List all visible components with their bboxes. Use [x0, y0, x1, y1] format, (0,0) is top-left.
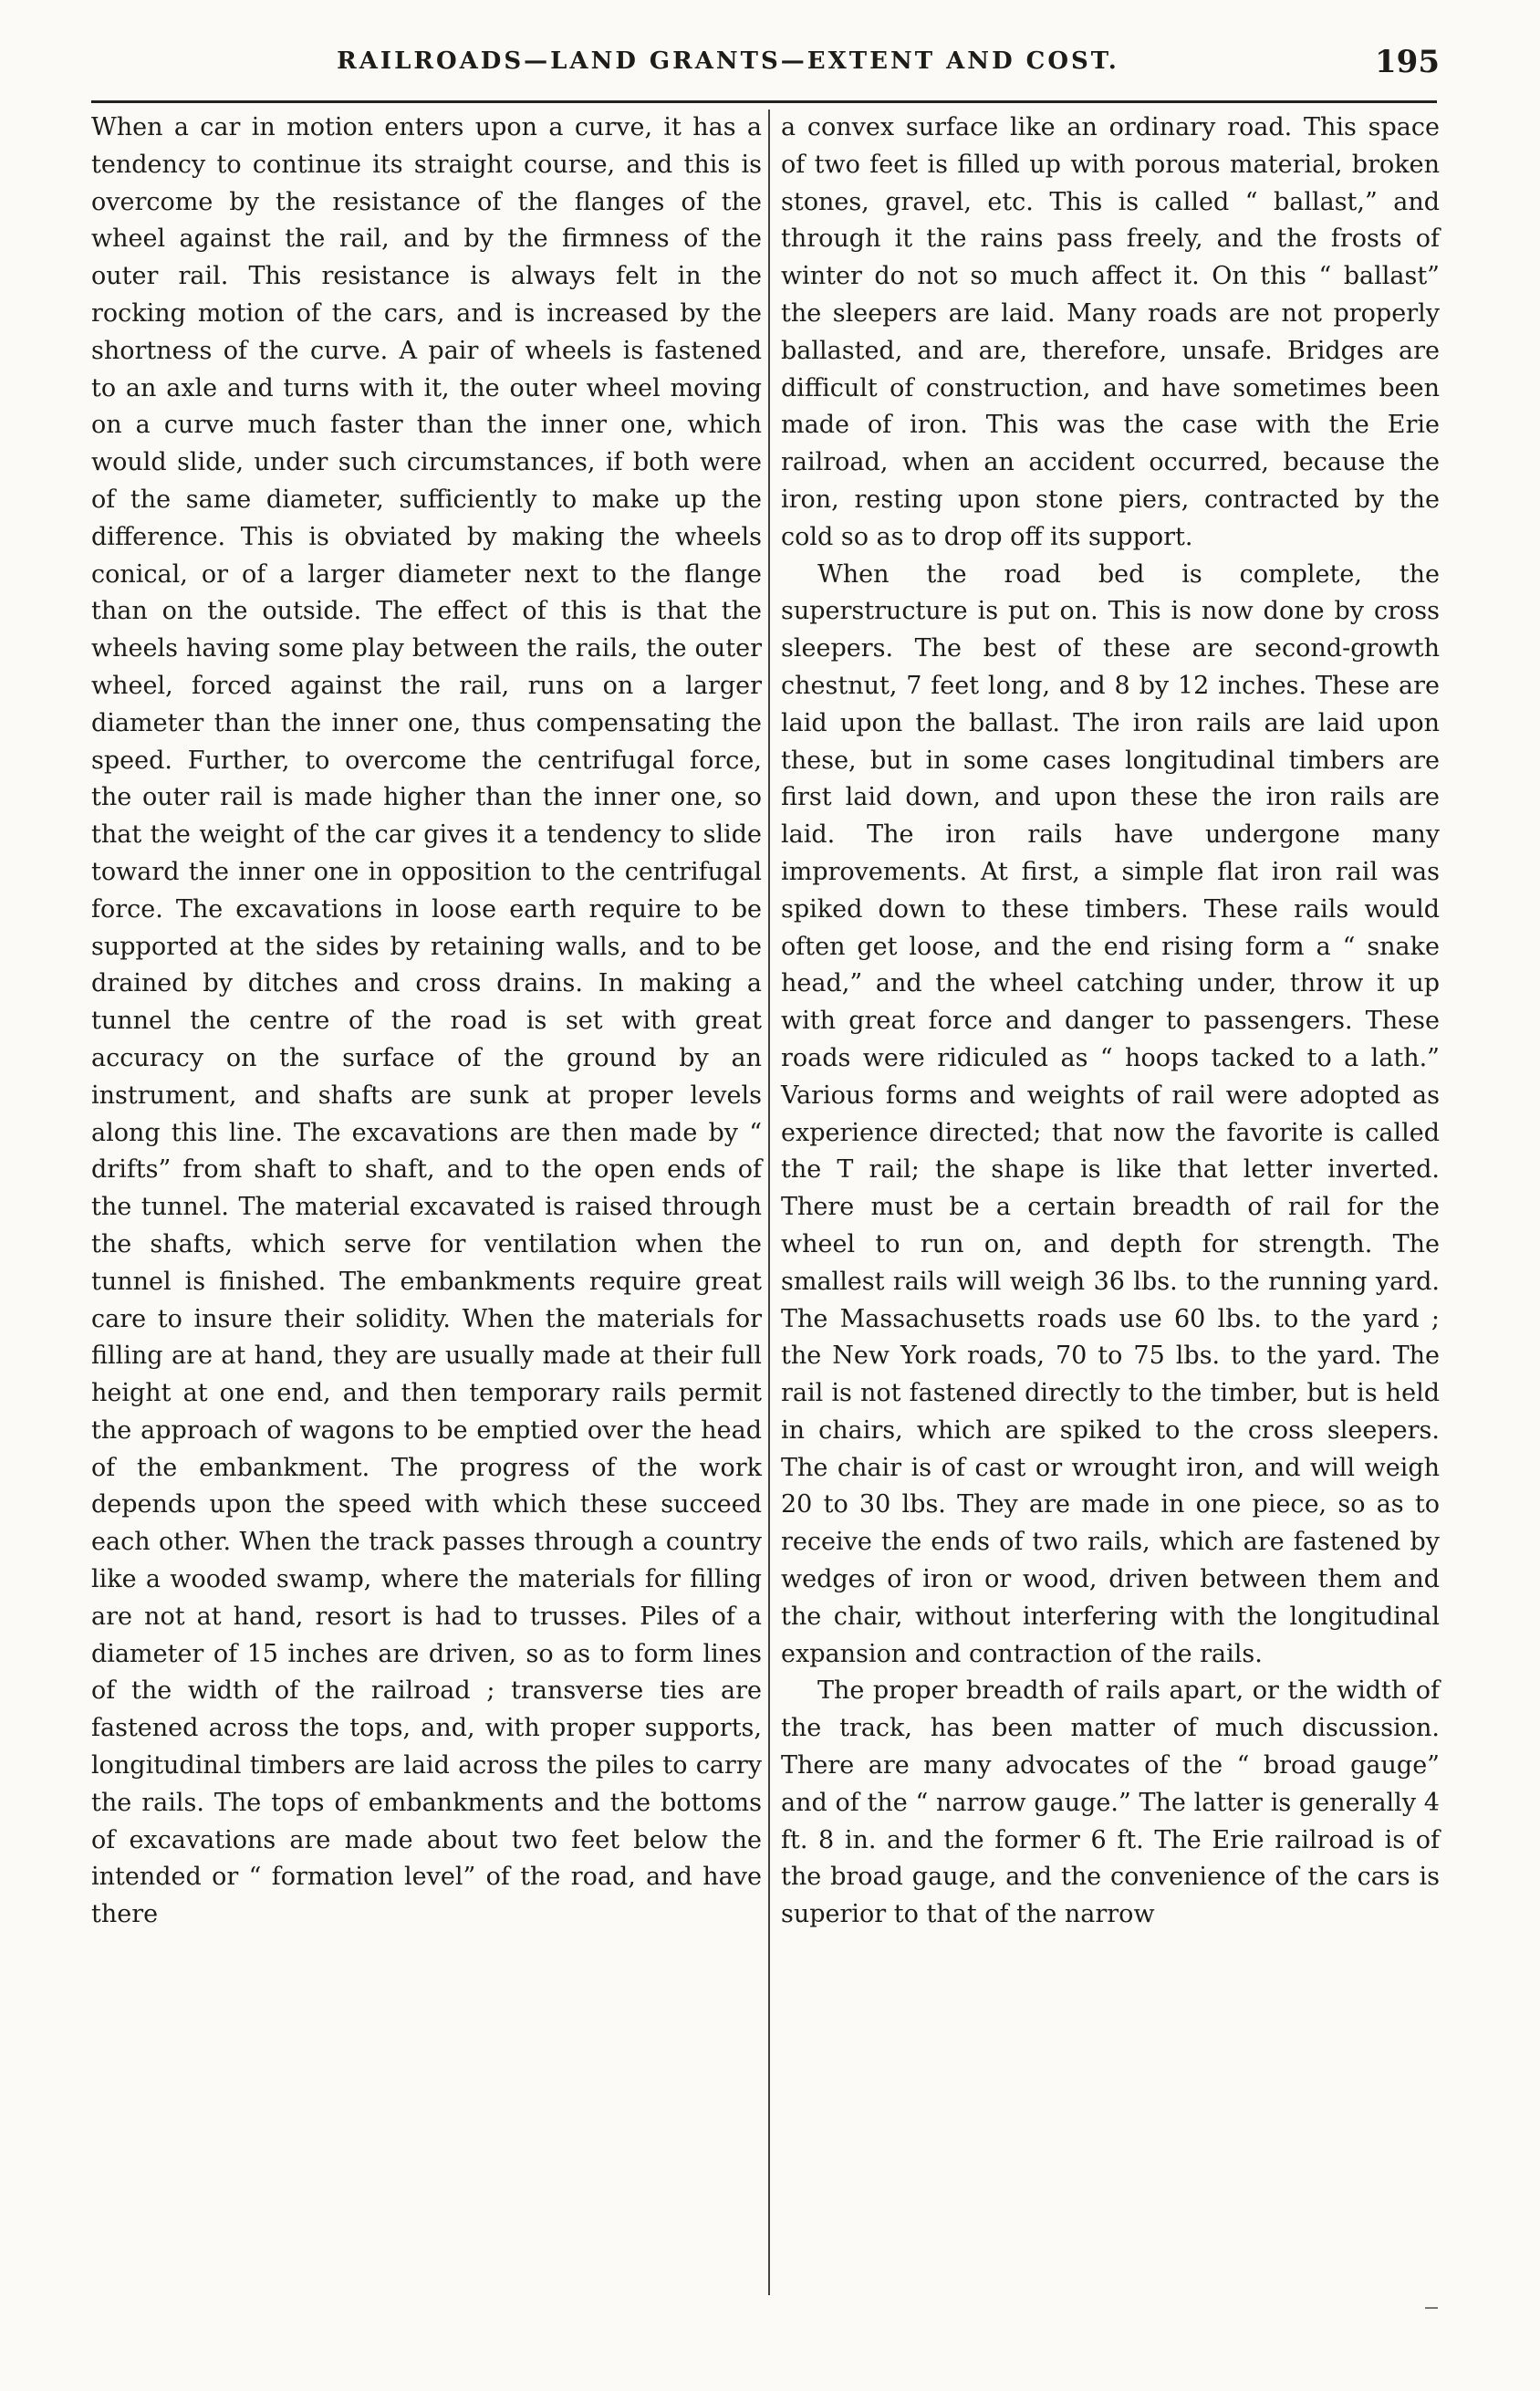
column-divider — [768, 110, 770, 2295]
running-head: RAILROADS—LAND GRANTS—EXTENT AND COST. — [337, 47, 1119, 75]
paragraph: The proper breadth of rails apart, or the width of the track, has been matter of much discussion. There are many advocates of the “ broad gauge” and of the “ narrow gauge.” The latter is generally 4 ft. 8 in. and the former 6 ft. The Erie railroad is of the broad gauge, and the convenience of the cars is superior to that of the narrow — [781, 1676, 1440, 1929]
paragraph: When a car in motion enters upon a curve, it has a tendency to continue its straight course, and this is overcome by the resistance of the flanges of the wheel against the rail, and by the firmness of the outer rail. This resistance is always felt in the rocking motion of the cars, and is increased by the shortness of the curve. A pair of wheels is fastened to an axle and turns with it, the outer wheel moving on a curve much faster than the inner one, which would slide, under such circumstances, if both were of the same diameter, sufficiently to make up the difference. This is obviated by making the wheels conical, or of a larger diameter next to the flange than on the outside. The effect of this is that the wheels having some play between the rails, the outer wheel, forced against the rail, runs on a larger diameter than the inner one, thus compensating the speed. Further, to overcome the centrifugal force, the outer rail is made higher than the inner one, so that the weight of the car gives it a tendency to slide toward the inner one in opposition to the centrifugal force. The excavations in loose earth require to be supported at the sides by retaining walls, and to be drained by ditches and cross drains. In making a tunnel the centre of the road is set with great accuracy on the surface of the ground by an instrument, and shafts are sunk at proper levels along this line. The excavations are then made by “ drifts” from shaft to shaft, and to the open ends of the tunnel. The material excavated is raised through the shafts, which serve for ventilation when the tunnel is finished. The embankments require great care to insure their solidity. When the materials for filling are at hand, they are usually made at their full height at one end, and then temporary rails permit the approach of wagons to be emptied over the head of the embankment. The progress of the work depends upon the speed with which these succeed each other. When the track passes through a country like a wooded swamp, where the materials for filling are not at hand, resort is had to trusses. Piles of a diameter of 15 inches are driven, so as to form lines of the width of the railroad ; transverse ties are fastened across the tops, and, with proper supports, longitudinal timbers are laid across the piles to carry the rails. The tops of embankments and the bottoms of excavations are made about two feet below the intended or “ formation level” of the road, and have there — [91, 113, 762, 1929]
page-header — [89, 44, 1440, 84]
right-column — [781, 110, 1440, 1934]
tail-mark — [1425, 2307, 1438, 2309]
header-rule — [91, 100, 1437, 103]
left-column — [91, 110, 762, 1934]
paragraph: a convex surface like an ordinary road. This space of two feet is filled up with porous material, broken stones, gravel, etc. This is called “ ballast,” and through it the rains pass freely, and the frosts of winter do not so much affect it. On this “ ballast” the sleepers are laid. Many roads are not properly ballasted, and are, therefore, unsafe. Bridges are difficult of construction, and have sometimes been made of iron. This was the case with the Erie railroad, when an accident occurred, because the iron, resting upon stone piers, contracted by the cold so as to drop off its support. — [781, 113, 1440, 551]
page-number: 195 — [1375, 44, 1440, 80]
paragraph: When the road bed is complete, the superstructure is put on. This is now done by cross sleepers. The best of these are second-growth chestnut, 7 feet long, and 8 by 12 inches. These are laid upon the ballast. The iron rails are laid upon these, but in some cases longitudinal timbers are first laid down, and upon these the iron rails are laid. The iron rails have undergone many improvements. At first, a simple flat iron rail was spiked down to these timbers. These rails would often get loose, and the end rising form a “ snake head,” and the wheel catching under, throw it up with great force and danger to passengers. These roads were ridiculed as “ hoops tacked to a lath.” Various forms and weights of rail were adopted as experience directed; that now the favorite is called the T rail; the shape is like that letter inverted. There must be a certain breadth of rail for the wheel to run on, and depth for strength. The smallest rails will weigh 36 lbs. to the running yard. The Massachusetts roads use 60 lbs. to the yard ; the New York roads, 70 to 75 lbs. to the yard. The rail is not fastened directly to the timber, but is held in chairs, which are spiked to the cross sleepers. The chair is of cast or wrought iron, and will weigh 20 to 30 lbs. They are made in one piece, so as to receive the ends of two rails, which are fastened by wedges of iron or wood, driven between them and the chair, without interfering with the longitudinal expansion and contraction of the rails. — [781, 559, 1440, 1668]
